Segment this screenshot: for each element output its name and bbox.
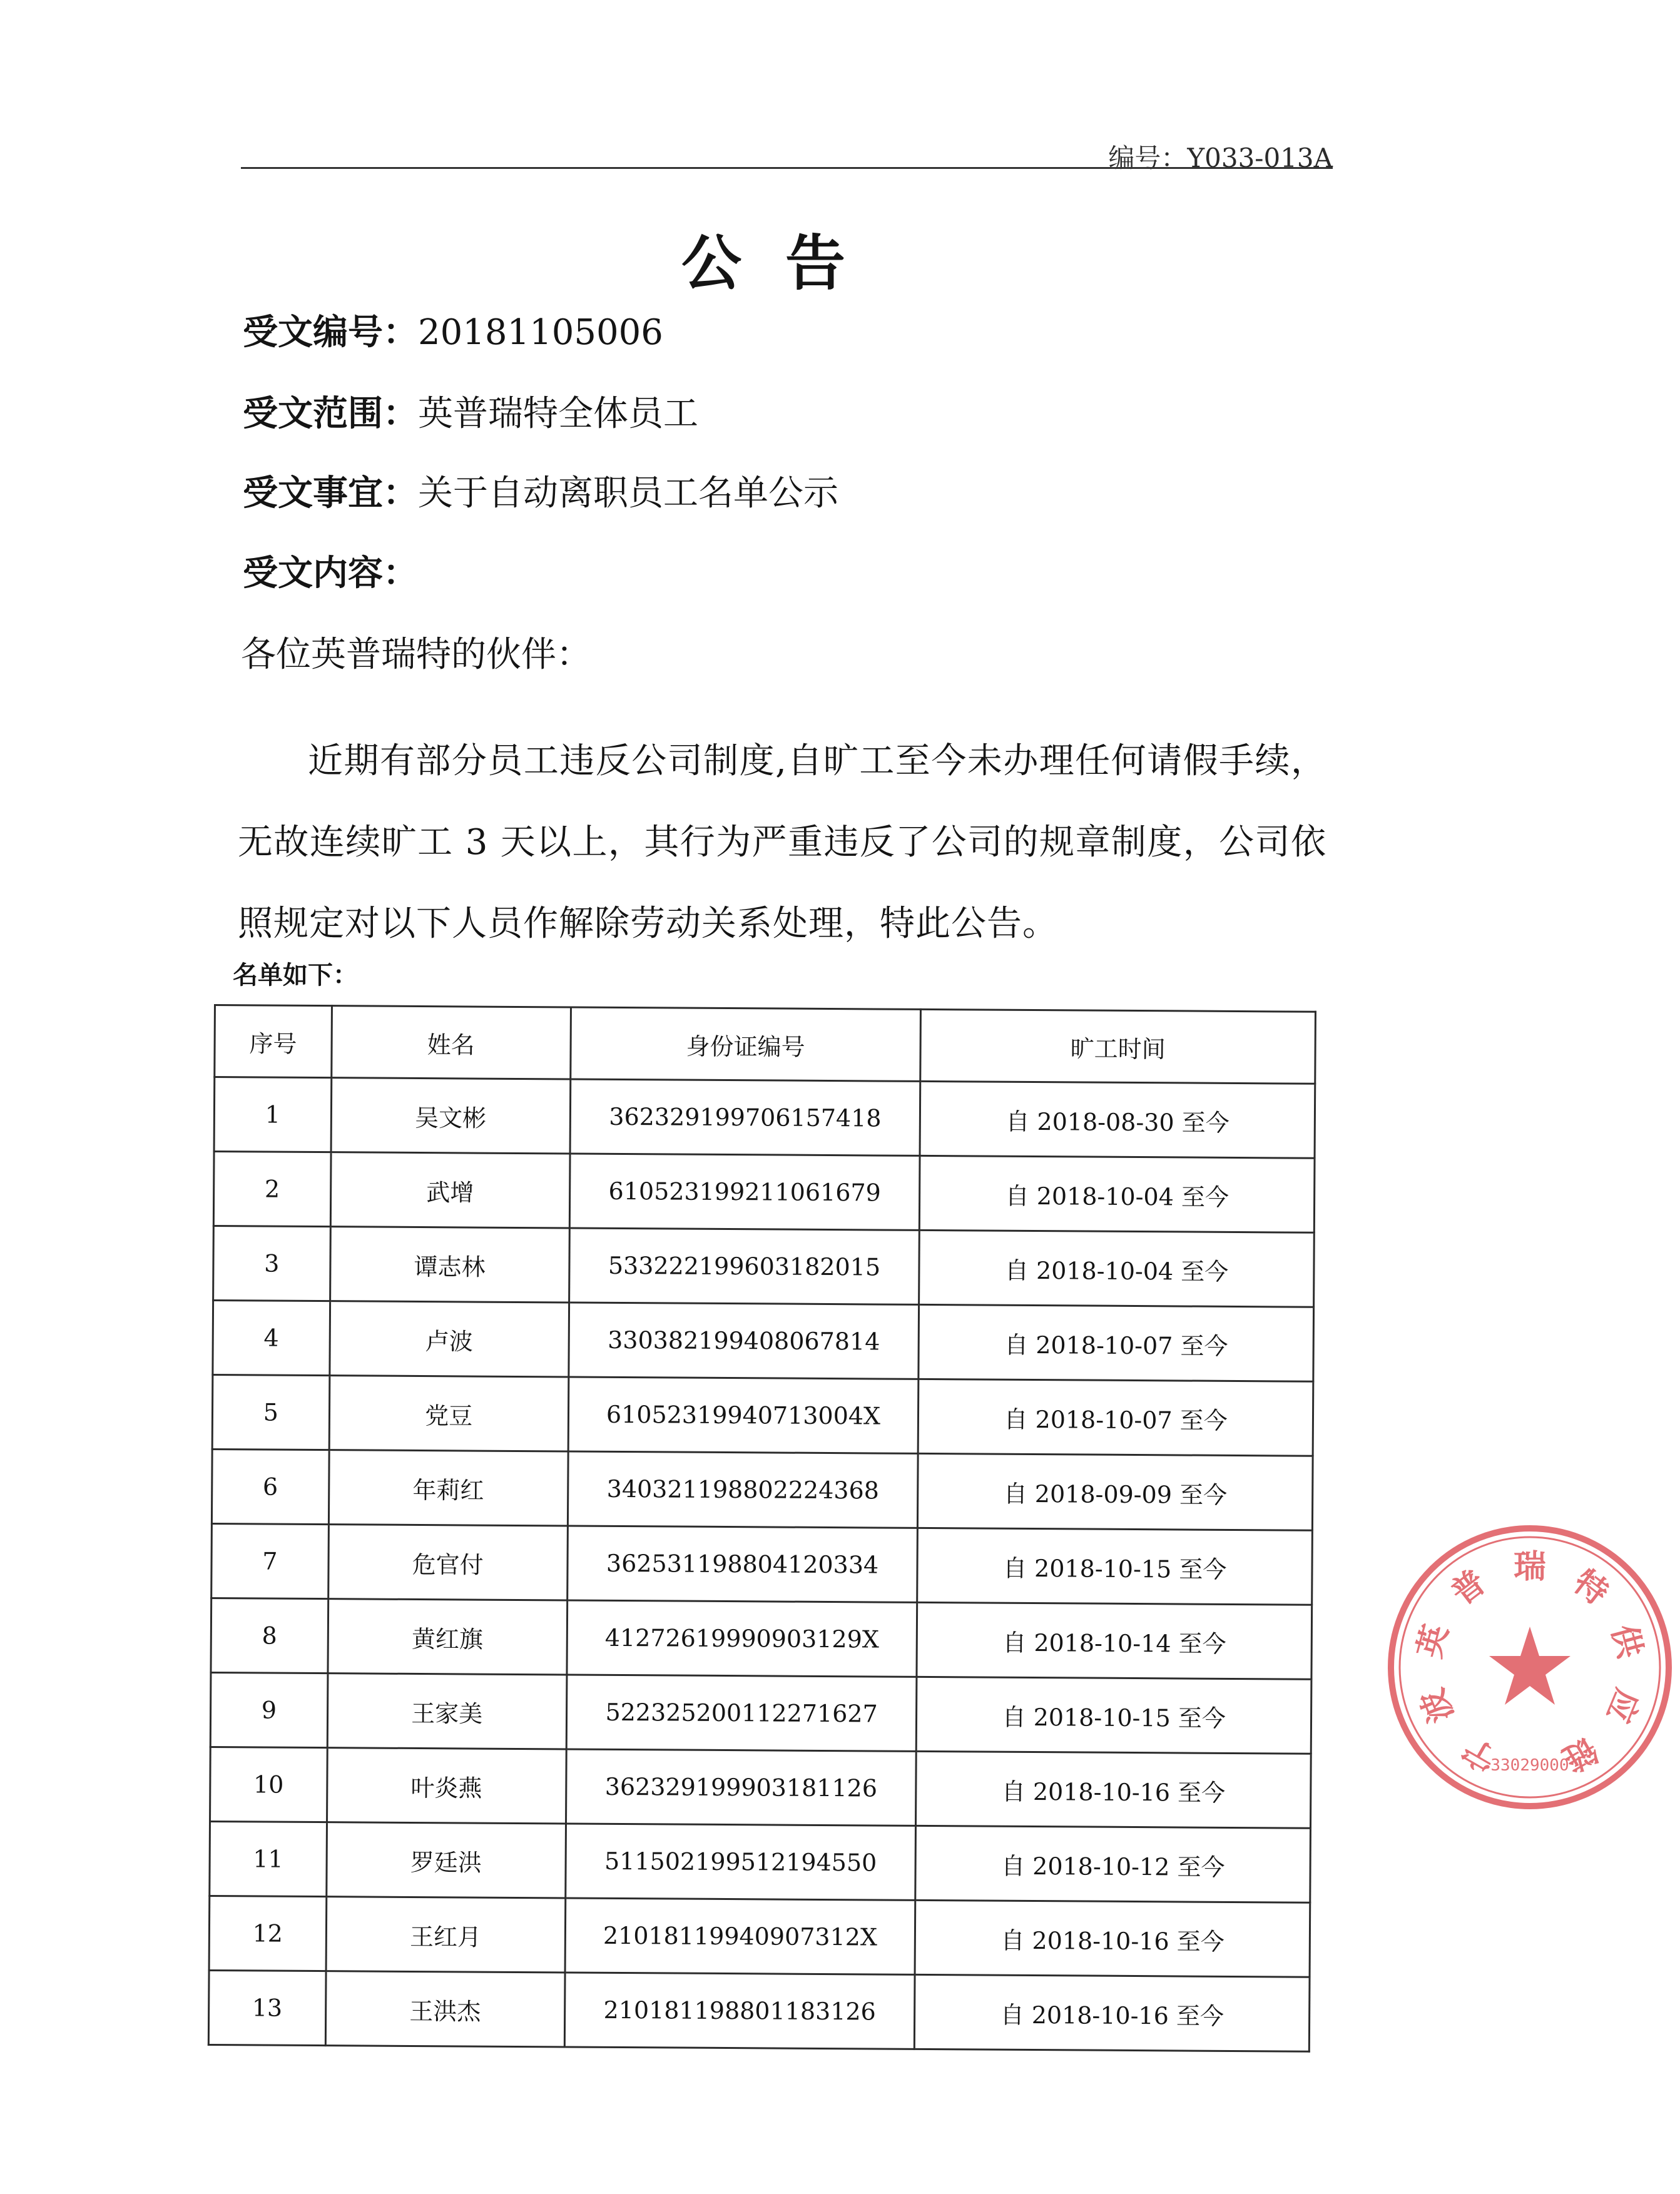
cell-id-number: 610523199211061679	[569, 1154, 920, 1230]
cell-seq: 9	[210, 1672, 327, 1747]
document-number: 编号：Y033-013A	[1108, 143, 1333, 173]
employee-table	[208, 1004, 1316, 2053]
table-row	[213, 1152, 1315, 1233]
field-label: 受文范围：	[243, 394, 418, 434]
cell-absence-period: 自 2018-10-15 至今	[917, 1677, 1311, 1754]
cell-seq: 10	[210, 1747, 327, 1822]
table-row	[210, 1747, 1311, 1828]
cell-name: 吴文彬	[331, 1078, 571, 1154]
seal-text-char: 英	[1410, 1620, 1456, 1662]
seal-text-char: 供	[1604, 1620, 1649, 1662]
page-title: 公告	[681, 228, 889, 298]
table-row	[209, 1896, 1310, 1977]
cell-id-number: 61052319940713004X	[568, 1377, 919, 1453]
table-row	[213, 1301, 1314, 1382]
field-scope	[243, 394, 698, 434]
table-row	[214, 1077, 1315, 1159]
field-label: 受文内容：	[243, 553, 418, 594]
table-row	[213, 1226, 1315, 1308]
cell-name: 谭志林	[330, 1227, 569, 1303]
cell-id-number: 362329199903181126	[566, 1749, 916, 1826]
field-subject	[243, 474, 838, 514]
cell-absence-period: 自 2018-09-09 至今	[918, 1453, 1313, 1530]
table-row	[210, 1821, 1311, 1902]
seal-text-char: 特	[1566, 1563, 1616, 1613]
cell-absence-period: 自 2018-10-12 至今	[915, 1826, 1310, 1902]
cell-absence-period: 自 2018-10-04 至今	[919, 1230, 1314, 1307]
seal-text-char: 宁	[1456, 1729, 1504, 1779]
cell-name: 王家美	[327, 1673, 567, 1749]
cell-absence-period: 自 2018-10-04 至今	[920, 1155, 1315, 1232]
cell-id-number: 340321198802224368	[568, 1451, 918, 1528]
body-paragraph: 近期有部分员工违反公司制度,自旷工至今未办理任何请假手续，无故连续旷工 3 天以上，其行为严重违反了公司的规章制度，公司依照规定对以下人员作解除劳动关系处理，特此公告。	[238, 741, 1326, 944]
cell-id-number: 362531198804120334	[567, 1526, 917, 1602]
cell-seq: 1	[214, 1077, 331, 1152]
header-divider	[241, 167, 1333, 169]
table-row	[208, 1970, 1310, 2051]
cell-seq: 8	[211, 1598, 328, 1673]
header-name: 姓名	[331, 1006, 571, 1079]
table-row	[211, 1449, 1313, 1530]
cell-name: 黄红旗	[328, 1599, 568, 1675]
field-reference-number	[243, 313, 663, 353]
field-content	[243, 554, 418, 594]
cell-id-number: 362329199706157418	[570, 1079, 920, 1155]
header-absence-period: 旷工时间	[920, 1009, 1315, 1084]
list-heading: 名单如下：	[233, 961, 358, 990]
table-row	[210, 1672, 1311, 1754]
seal-code: 33029000	[1490, 1756, 1569, 1775]
cell-seq: 11	[210, 1821, 327, 1896]
cell-absence-period: 自 2018-08-30 至今	[920, 1081, 1315, 1158]
seal-text-char: 波	[1413, 1683, 1461, 1728]
seal-text-char: 瑞	[1513, 1548, 1547, 1586]
cell-seq: 7	[211, 1523, 328, 1598]
company-seal	[1380, 1517, 1680, 1817]
cell-absence-period: 自 2018-10-07 至今	[919, 1379, 1313, 1456]
greeting: 各位英普瑞特的伙伴：	[241, 634, 591, 675]
header-seq: 序号	[215, 1005, 332, 1078]
field-label: 受文编号：	[243, 312, 418, 353]
cell-id-number: 330382199408067814	[569, 1303, 919, 1379]
cell-id-number: 21018119940907312X	[565, 1898, 915, 1974]
cell-id-number: 533222199603182015	[569, 1228, 919, 1304]
cell-name: 罗廷洪	[326, 1822, 566, 1898]
table-header-row	[215, 1005, 1316, 1084]
cell-seq: 2	[213, 1152, 330, 1227]
cell-absence-period: 自 2018-10-15 至今	[917, 1528, 1312, 1605]
cell-seq: 4	[213, 1301, 330, 1376]
seal-text-char: 应	[1599, 1683, 1646, 1728]
seal-star-icon	[1489, 1627, 1571, 1705]
field-label: 受文事宜：	[243, 473, 418, 514]
cell-name: 武增	[330, 1152, 570, 1228]
field-value: 关于自动离职员工名单公示	[418, 473, 838, 514]
cell-id-number: 41272619990903129X	[567, 1600, 917, 1677]
cell-absence-period: 自 2018-10-16 至今	[915, 1900, 1310, 1977]
cell-absence-period: 自 2018-10-07 至今	[919, 1304, 1313, 1381]
cell-absence-period: 自 2018-10-16 至今	[915, 1974, 1310, 2051]
table-body	[208, 1077, 1315, 2052]
cell-name: 卢波	[330, 1301, 569, 1377]
field-value: 英普瑞特全体员工	[418, 394, 698, 434]
seal-text-char: 普	[1444, 1563, 1494, 1613]
cell-name: 叶炎燕	[327, 1748, 566, 1824]
cell-name: 危官付	[328, 1525, 568, 1600]
header-id-number: 身份证编号	[570, 1007, 920, 1081]
cell-seq: 3	[213, 1226, 330, 1301]
cell-id-number: 511502199512194550	[565, 1824, 915, 1900]
cell-seq: 5	[212, 1374, 329, 1450]
cell-seq: 6	[211, 1449, 328, 1524]
cell-name: 王红月	[326, 1897, 566, 1973]
table-row	[211, 1523, 1313, 1605]
cell-name: 王洪杰	[325, 1971, 565, 2047]
seal-text-char: 链	[1556, 1729, 1604, 1779]
cell-id-number: 210181198801183126	[564, 1973, 915, 2049]
cell-id-number: 522325200112271627	[566, 1675, 917, 1751]
cell-absence-period: 自 2018-10-14 至今	[917, 1602, 1311, 1679]
cell-absence-period: 自 2018-10-16 至今	[916, 1751, 1311, 1828]
cell-name: 年莉红	[328, 1450, 568, 1526]
cell-seq: 12	[209, 1896, 326, 1971]
cell-seq: 13	[208, 1970, 325, 2045]
cell-name: 党豆	[329, 1376, 569, 1451]
table-row	[212, 1374, 1313, 1456]
table-row	[211, 1598, 1312, 1679]
field-value: 20181105006	[418, 312, 663, 353]
